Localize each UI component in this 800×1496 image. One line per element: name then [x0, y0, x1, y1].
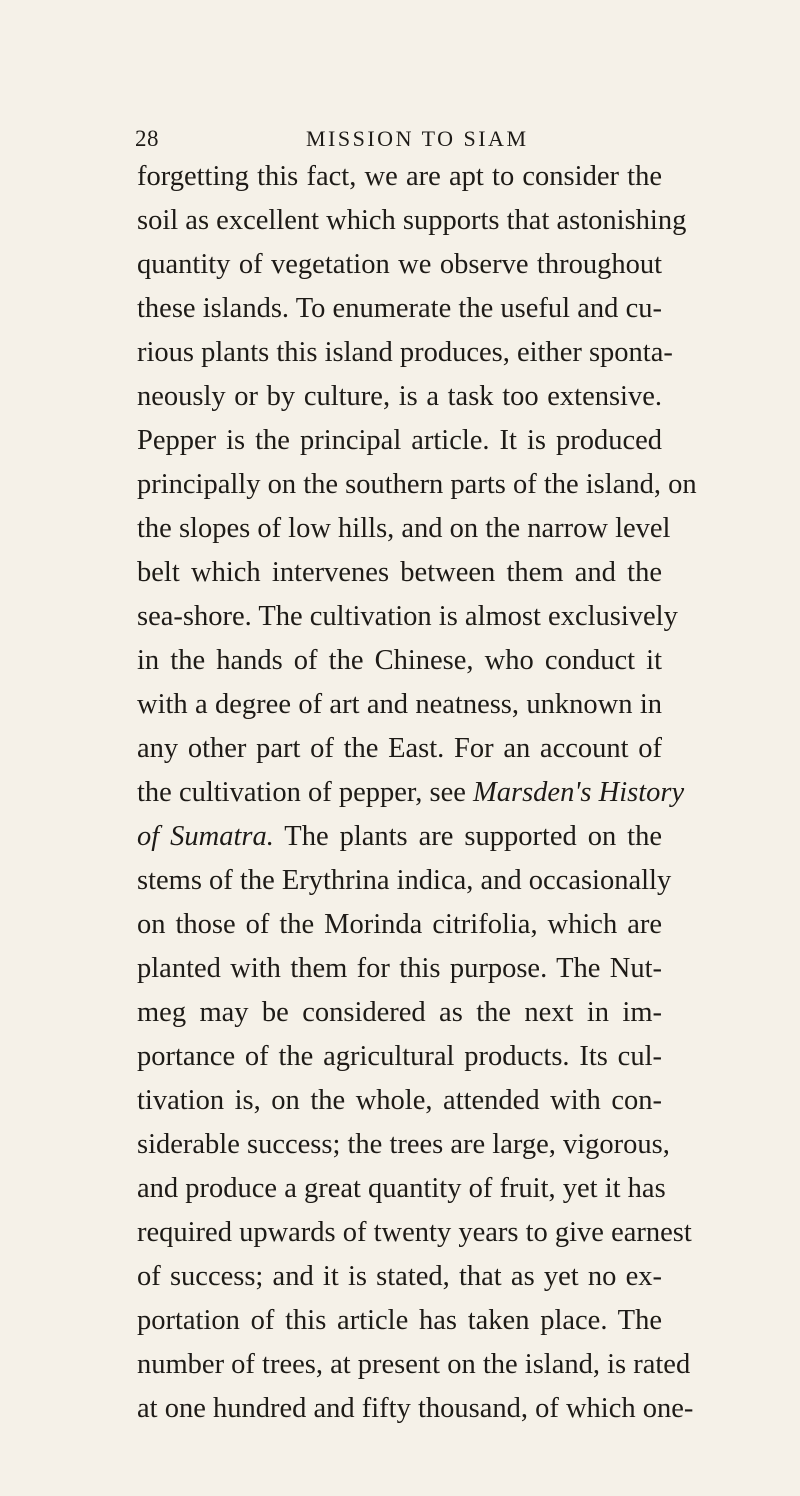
book-title-reference: Marsden's History [473, 777, 685, 808]
text-line: Pepper is the principal article. It is produced [137, 425, 662, 456]
text-line: the slopes of low hills, and on the narrow level [137, 513, 671, 544]
text-line: soil as excellent which supports that astonishing [137, 205, 687, 236]
text-line: planted with them for this purpose. The Nut- [137, 953, 662, 984]
text-line: siderable success; the trees are large, vigorous, [137, 1129, 670, 1160]
running-title: MISSION TO SIAM [306, 126, 529, 151]
text-line: these islands. To enumerate the useful and cu- [137, 293, 662, 324]
text-line: portation of this article has taken place. The [137, 1305, 662, 1336]
text-line: of Sumatra. The plants are supported on the [137, 821, 662, 852]
text-line: in the hands of the Chinese, who conduct it [137, 645, 662, 676]
text-line: the cultivation of pepper, see Marsden's History [137, 777, 685, 808]
book-title-reference: of Sumatra. [137, 821, 274, 852]
text-line: on those of the Morinda citrifolia, which are [137, 909, 662, 940]
text-line: at one hundred and fifty thousand, of which one- [137, 1393, 694, 1424]
text-line: of success; and it is stated, that as yet no ex- [137, 1261, 662, 1292]
text-line: sea-shore. The cultivation is almost exclusively [137, 601, 678, 632]
page-number: 28 [135, 126, 159, 151]
text-line: belt which intervenes between them and the [137, 557, 662, 588]
text-line: neously or by culture, is a task too extensive. [137, 381, 662, 412]
text-line: rious plants this island produces, either sponta- [137, 337, 673, 368]
text-line: meg may be considered as the next in im- [137, 997, 662, 1028]
text-line: and produce a great quantity of fruit, yet it has [137, 1173, 666, 1204]
text-line: any other part of the East. For an account of [137, 733, 662, 764]
text-line: with a degree of art and neatness, unknown in [137, 689, 662, 720]
text-line: number of trees, at present on the island, is rated [137, 1349, 691, 1380]
text-line: principally on the southern parts of the island, on [137, 469, 697, 500]
text-line: quantity of vegetation we observe throughout [137, 249, 662, 280]
text-line: portance of the agricultural products. Its cul- [137, 1041, 662, 1072]
text-line: required upwards of twenty years to give earnest [137, 1217, 692, 1248]
text-line: tivation is, on the whole, attended with con- [137, 1085, 662, 1116]
body-text [137, 155, 697, 1431]
text-line: stems of the Erythrina indica, and occasionally [137, 865, 672, 896]
text-line: forgetting this fact, we are apt to consider the [137, 161, 662, 192]
